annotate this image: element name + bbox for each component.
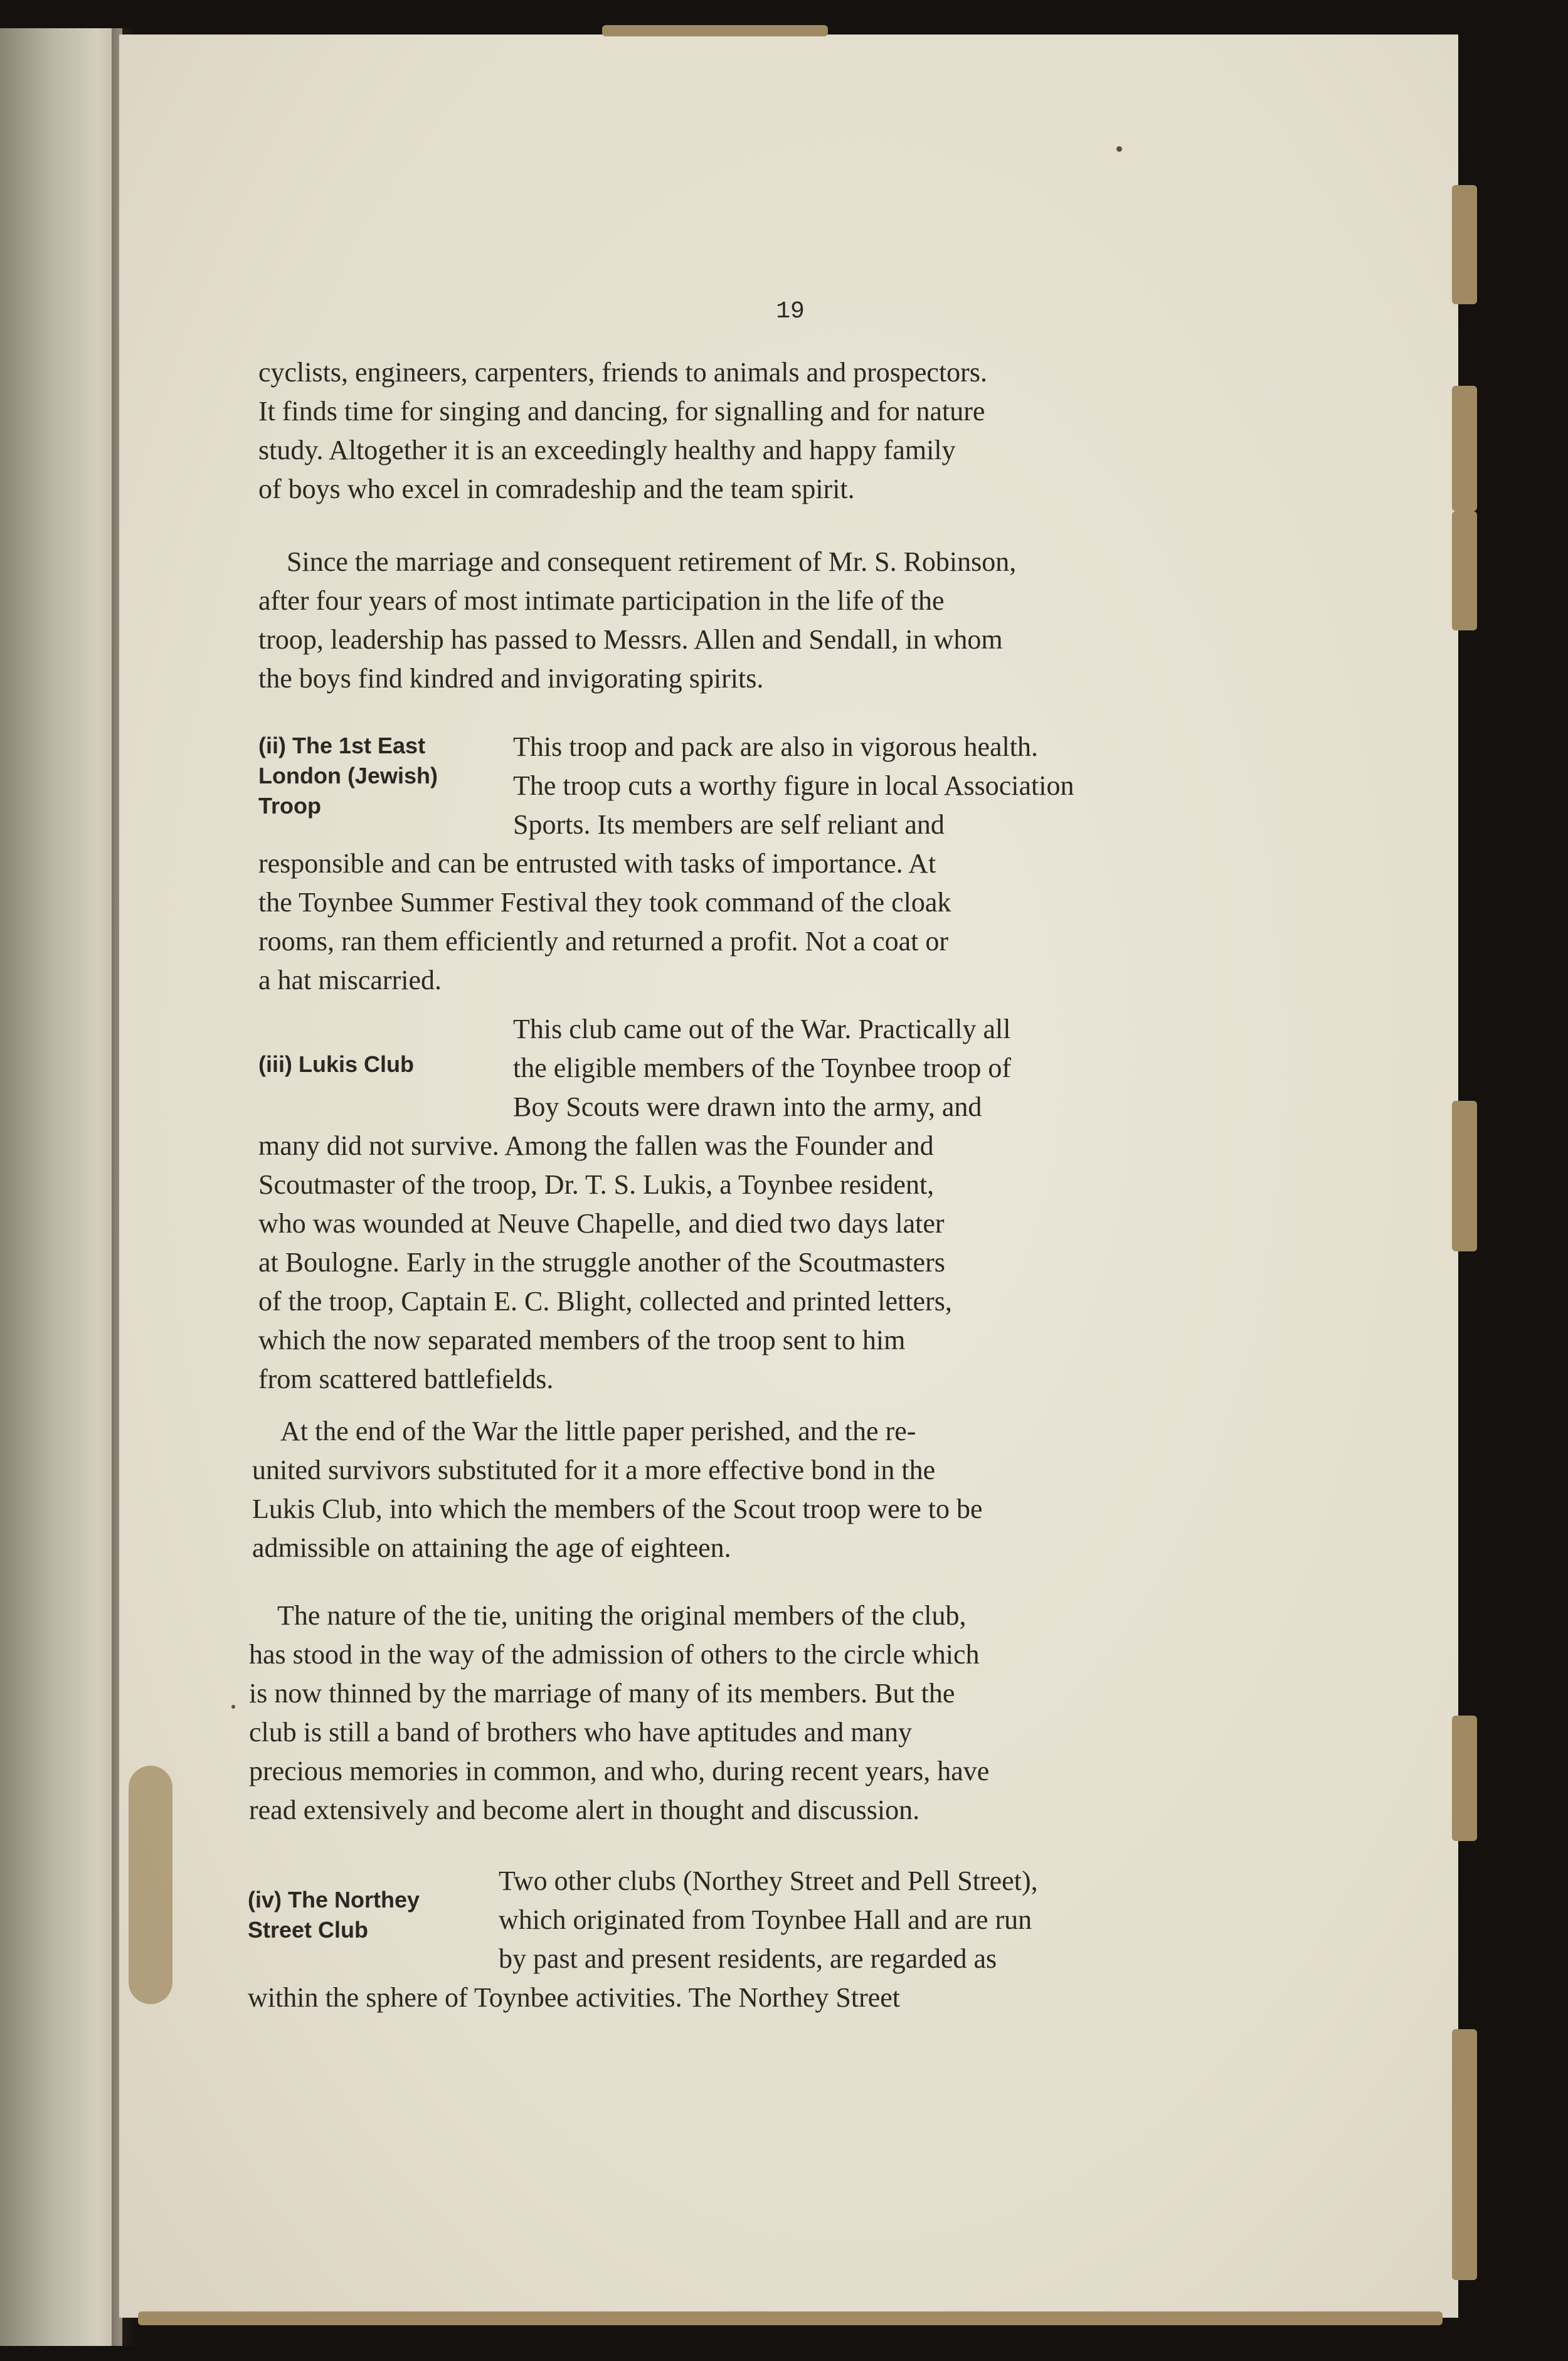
worn-edge-right-5 bbox=[1452, 1716, 1477, 1841]
text-line: from scattered battlefields. bbox=[258, 1364, 554, 1394]
worn-edge-right-4 bbox=[1452, 1101, 1477, 1251]
worn-edge-right-2 bbox=[1452, 386, 1477, 511]
text-line: Scoutmaster of the troop, Dr. T. S. Lukis, a Toynbee resident, bbox=[258, 1169, 935, 1200]
text-line: many did not survive. Among the fallen was the Founder and bbox=[258, 1130, 934, 1161]
speck bbox=[231, 1705, 235, 1709]
section-sidehead bbox=[258, 731, 509, 821]
text-line: Two other clubs (Northey Street and Pell Street), bbox=[499, 1865, 1038, 1896]
text-line: At the end of the War the little paper perished, and the re- bbox=[280, 1416, 916, 1446]
text-line: of boys who excel in comradeship and the team spirit. bbox=[258, 474, 855, 504]
text-line: club is still a band of brothers who have aptitudes and many bbox=[249, 1717, 912, 1748]
left-page-edge bbox=[0, 28, 122, 2346]
text-line: within the sphere of Toynbee activities. The Northey Street bbox=[248, 1982, 901, 2013]
text-line: responsible and can be entrusted with tasks of importance. At bbox=[258, 848, 936, 879]
text-line: which originated from Toynbee Hall and are run bbox=[499, 1904, 1032, 1935]
text-line: which the now separated members of the troop sent to him bbox=[258, 1325, 906, 1356]
page-number: 19 bbox=[776, 298, 805, 325]
paragraph bbox=[499, 1862, 1298, 1978]
text-line: the eligible members of the Toynbee troop of bbox=[513, 1053, 1011, 1083]
text-line: united survivors substituted for it a more effective bond in the bbox=[252, 1455, 936, 1485]
sidehead-line: London (Jewish) bbox=[258, 763, 438, 788]
sidehead-line: Troop bbox=[258, 793, 321, 819]
text-line: Since the marriage and consequent retirement of Mr. S. Robinson, bbox=[287, 546, 1017, 577]
text-line: precious memories in common, and who, during recent years, have bbox=[249, 1756, 990, 1786]
text-line: Boy Scouts were drawn into the army, and bbox=[513, 1091, 982, 1122]
text-line: after four years of most intimate participation in the life of the bbox=[258, 585, 945, 616]
worn-edge-right-1 bbox=[1452, 185, 1477, 304]
text-line: is now thinned by the marriage of many of its members. But the bbox=[249, 1678, 955, 1709]
text-line: study. Altogether it is an exceedingly healthy and happy family bbox=[258, 435, 956, 465]
worn-edge-right-6 bbox=[1452, 2029, 1477, 2280]
text-line: Lukis Club, into which the members of the Scout troop were to be bbox=[252, 1494, 983, 1524]
sidehead-line: (ii) The 1st East bbox=[258, 733, 426, 758]
sidehead-line: (iv) The Northey bbox=[248, 1887, 420, 1913]
text-line: cyclists, engineers, carpenters, friends to animals and prospectors. bbox=[258, 357, 987, 388]
paragraph bbox=[249, 1596, 1303, 1830]
text-line: the Toynbee Summer Festival they took command of the cloak bbox=[258, 887, 951, 918]
text-line: has stood in the way of the admission of others to the circle which bbox=[249, 1639, 980, 1670]
text-line: the boys find kindred and invigorating spirits. bbox=[258, 663, 764, 694]
text-line: read extensively and become alert in thought and discussion. bbox=[249, 1795, 920, 1825]
paper-stain bbox=[129, 1766, 172, 2004]
paragraph bbox=[258, 844, 1312, 1000]
sidehead-line: (iii) Lukis Club bbox=[258, 1051, 414, 1077]
book-page bbox=[119, 34, 1458, 2318]
text-line: Sports. Its members are self reliant and bbox=[513, 809, 945, 840]
text-line: troop, leadership has passed to Messrs. Allen and Sendall, in whom bbox=[258, 624, 1003, 655]
text-line: of the troop, Captain E. C. Blight, collected and printed letters, bbox=[258, 1286, 952, 1317]
text-line: a hat miscarried. bbox=[258, 965, 442, 995]
text-line: by past and present residents, are regarded as bbox=[499, 1943, 997, 1974]
paragraph bbox=[248, 1978, 1301, 2017]
text-line: This club came out of the War. Practically all bbox=[513, 1014, 1011, 1044]
text-line: It finds time for singing and dancing, for signalling and for nature bbox=[258, 396, 985, 427]
paragraph bbox=[252, 1412, 1306, 1568]
speck bbox=[1116, 146, 1122, 152]
text-line: who was wounded at Neuve Chapelle, and died two days later bbox=[258, 1208, 945, 1239]
text-line: rooms, ran them efficiently and returned a profit. Not a coat or bbox=[258, 926, 949, 957]
worn-edge-right-3 bbox=[1452, 511, 1477, 630]
paragraph bbox=[258, 543, 1312, 698]
paragraph bbox=[513, 728, 1310, 844]
paragraph bbox=[513, 1010, 1310, 1127]
text-line: admissible on attaining the age of eighteen. bbox=[252, 1532, 731, 1563]
worn-edge-top bbox=[602, 25, 828, 36]
paragraph bbox=[258, 1127, 1312, 1399]
text-line: The nature of the tie, uniting the original members of the club, bbox=[277, 1600, 967, 1631]
sidehead-line: Street Club bbox=[248, 1917, 369, 1943]
section-sidehead bbox=[248, 1885, 499, 1945]
text-line: This troop and pack are also in vigorous health. bbox=[513, 731, 1039, 762]
text-line: at Boulogne. Early in the struggle another of the Scoutmasters bbox=[258, 1247, 945, 1278]
section-sidehead bbox=[258, 1049, 509, 1080]
worn-edge-bottom bbox=[138, 2311, 1443, 2325]
paragraph bbox=[258, 353, 1312, 509]
text-line: The troop cuts a worthy figure in local Association bbox=[513, 770, 1074, 801]
